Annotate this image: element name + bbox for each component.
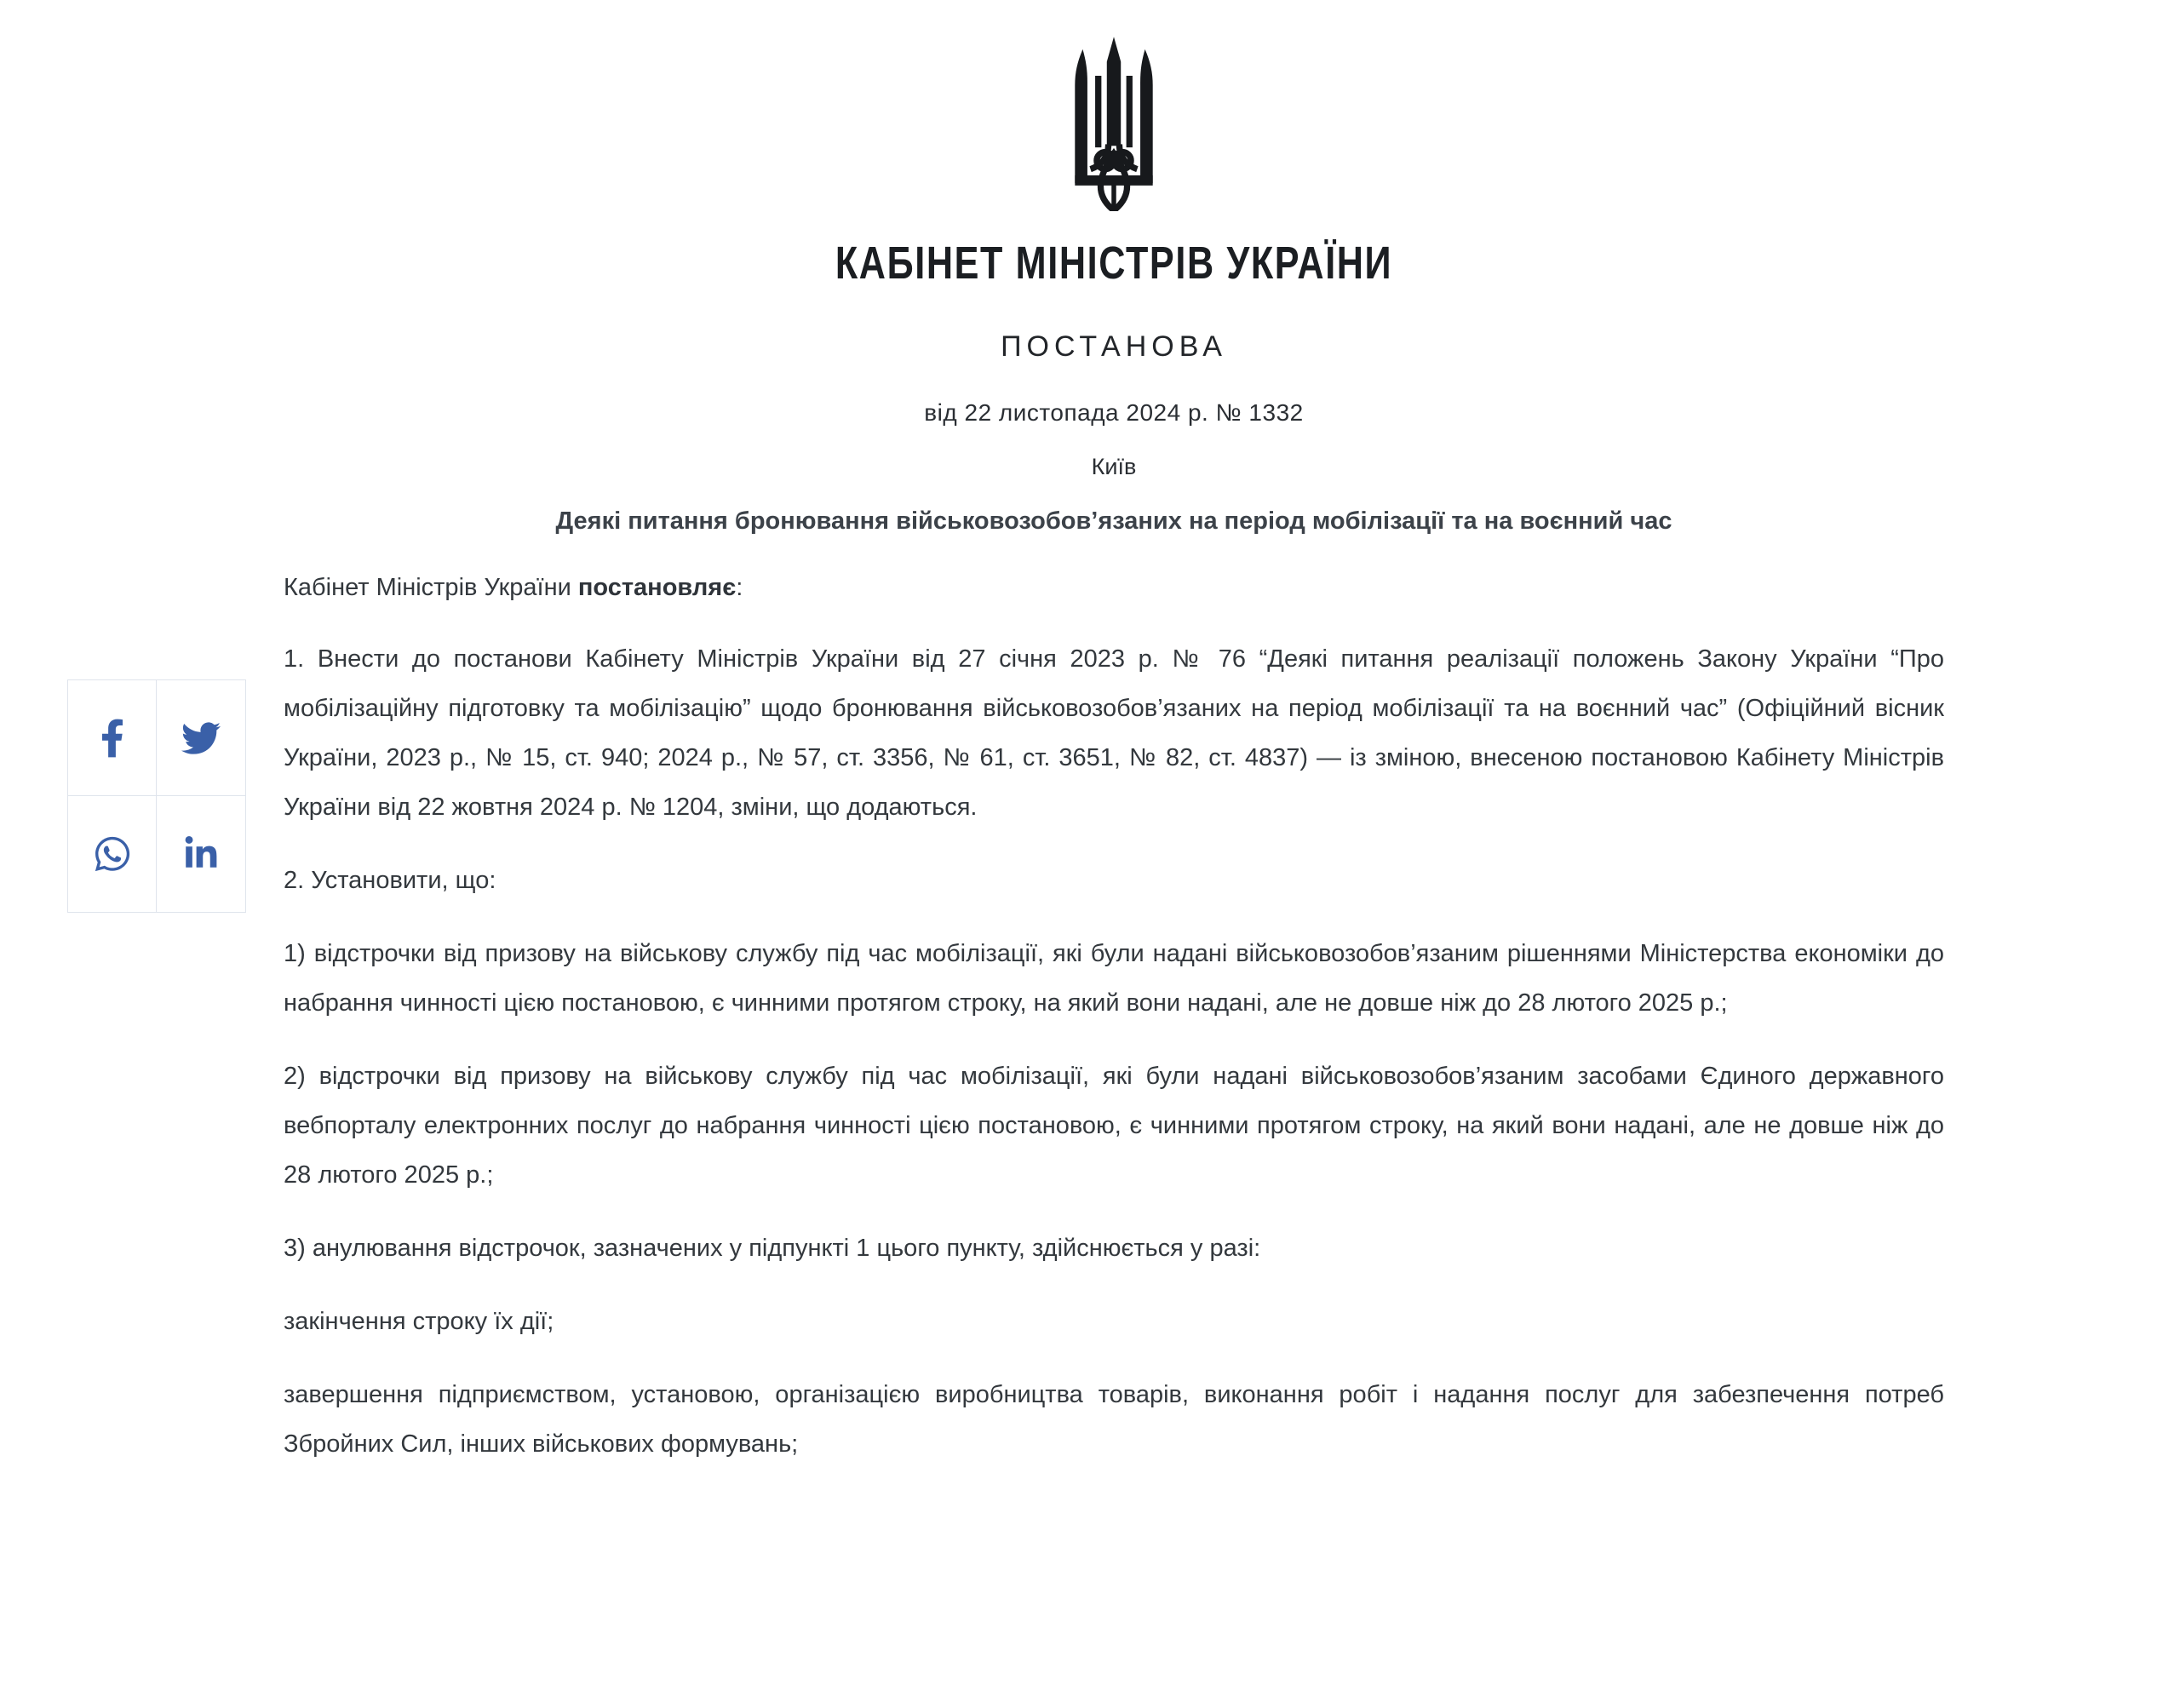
document-body: [284, 563, 1944, 1469]
document-date-number: від 22 листопада 2024 р. № 1332: [924, 399, 1304, 426]
twitter-icon: [181, 719, 221, 758]
intro-bold: постановляє: [577, 574, 737, 601]
document-header: [284, 31, 1944, 536]
document-type: ПОСТАНОВА: [1001, 330, 1227, 363]
intro-suffix: :: [736, 574, 743, 601]
paragraph-1: 1. Внести до постанови Кабінету Міністрів України від 27 січня 2023 р. № 76 “Деякі питання реалізації положень Закону України “Про мобілізаційну підготовку та мобілізацію” щодо бронювання військовозобов’язаних на період мобілізації та на воєнний час” (Офіційний вісник України, 2023 р., № 15, ст. 940; 2024 р., № 57, ст. 3356, № 61, ст. 3651, № 82, ст. 4837) — із зміною, внесеною постановою Кабінету Міністрів України від 22 жовтня 2024 р. № 1204, зміни, що додаються.: [284, 645, 1944, 821]
paragraph-6: закінчення строку їх дії;: [284, 1308, 554, 1335]
paragraph-7: завершення підприємством, установою, організацією виробництва товарів, виконання робіт і надання послуг для забезпечення потреб Збройних Сил, інших військових формувань;: [284, 1381, 1944, 1458]
paragraph-3: 1) відстрочки від призову на військову службу під час мобілізації, які були надані військовозобов’язаним рішеннями Міністерства економіки до набрання чинності цією постановою, є чинними протягом строку, на який вони надані, але не довше ніж до 28 лютого 2025 р.;: [284, 940, 1944, 1017]
share-whatsapp-button[interactable]: [68, 796, 157, 912]
intro-prefix: Кабінет Міністрів України: [284, 574, 578, 601]
document: [284, 31, 1944, 1469]
share-facebook-button[interactable]: [68, 680, 157, 796]
document-page: [0, 31, 2180, 1708]
document-title: Деякі питання бронювання військовозобов’язаних на період мобілізації та на воєнний час: [555, 507, 1672, 535]
intro-line: [284, 563, 1944, 612]
whatsapp-icon: [94, 834, 131, 874]
document-city: Київ: [1091, 454, 1137, 479]
share-rail: [67, 679, 246, 913]
share-linkedin-button[interactable]: [157, 796, 245, 912]
ukraine-trident-emblem: [1059, 31, 1168, 211]
facebook-icon: [100, 719, 124, 758]
paragraph-4: 2) відстрочки від призову на військову службу під час мобілізації, які були надані військовозобов’язаним засобами Єдиного державного вебпорталу електронних послуг до набрання чинності цією постановою, є чинними протягом строку, на який вони надані, але не довше ніж до 28 лютого 2025 р.;: [284, 1063, 1944, 1189]
linkedin-icon: [184, 836, 218, 872]
paragraph-5: 3) анулювання відстрочок, зазначених у підпункті 1 цього пункту, здійснюється у разі:: [284, 1235, 1261, 1262]
share-twitter-button[interactable]: [157, 680, 245, 796]
institution-name: КАБІНЕТ МІНІСТРІВ УКРАЇНИ: [835, 238, 1393, 289]
paragraph-2: 2. Установити, що:: [284, 867, 496, 894]
